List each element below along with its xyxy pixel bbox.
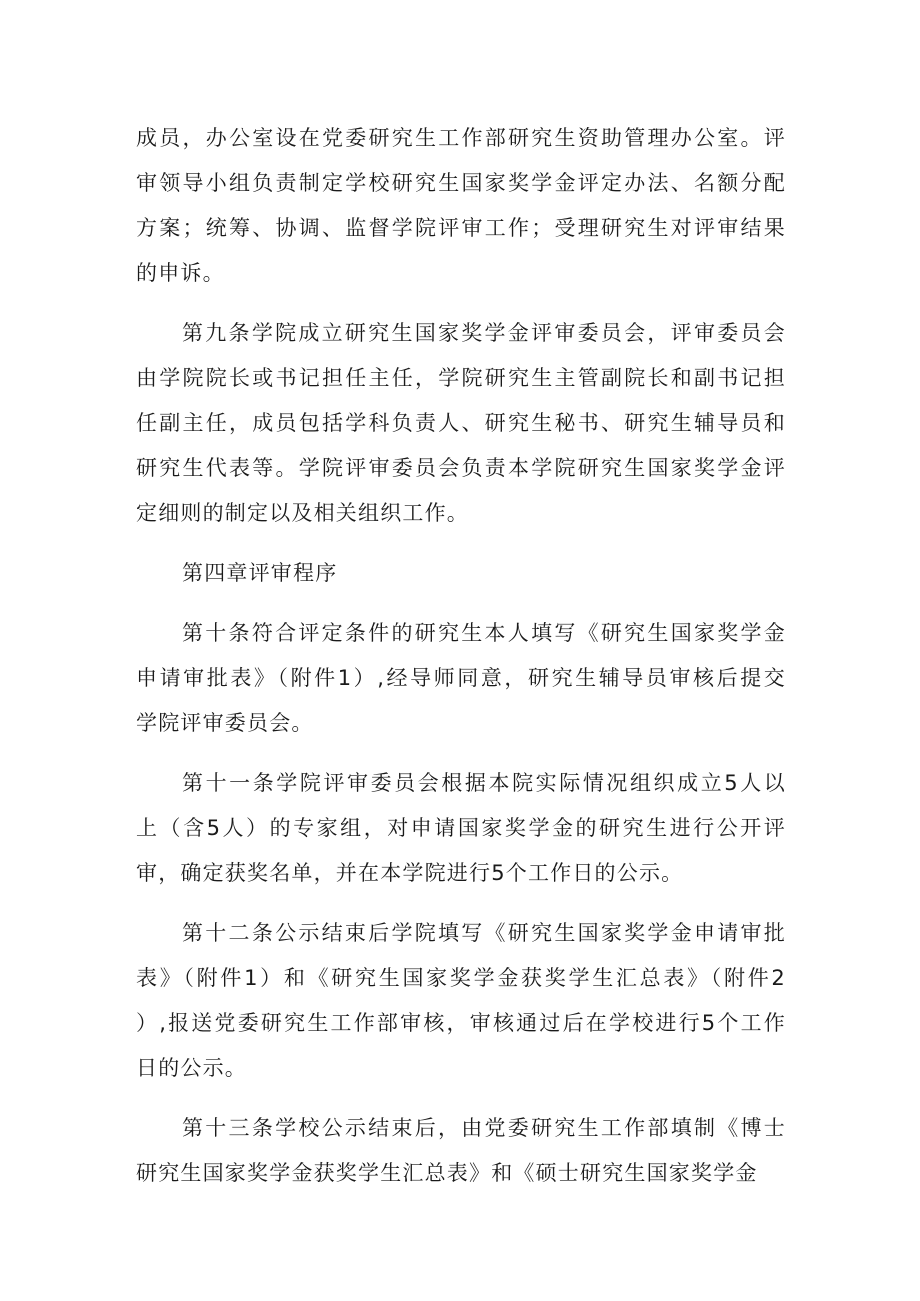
- text-line: 定细则的制定以及相关组织工作。: [136, 501, 469, 525]
- text-line: 第九条学院成立研究生国家奖学金评审委员会，评审委员会: [182, 321, 786, 345]
- paragraph: [136, 611, 786, 746]
- text-line: 学院评审委员会。: [136, 711, 314, 735]
- text-line: 上（含5人）的专家组，对申请国家奖学金的研究生进行公开评: [136, 816, 786, 840]
- text-line: 申请审批表》（附件1）,经导师同意，研究生辅导员审核后提交: [136, 666, 786, 690]
- text-line: 成员，办公室设在党委研究生工作部研究生资助管理办公室。评: [136, 126, 786, 150]
- text-line: 第十一条学院评审委员会根据本院实际情况组织成立5人以: [182, 771, 786, 795]
- text-line: 由学院院长或书记担任主任，学院研究生主管副院长和副书记担: [136, 366, 786, 390]
- document-body: [136, 116, 786, 1196]
- text-line: 第十二条公示结束后学院填写《研究生国家奖学金申请审批: [182, 921, 786, 945]
- paragraph: [136, 116, 786, 296]
- text-line: 审领导小组负责制定学校研究生国家奖学金评定办法、名额分配: [136, 171, 786, 195]
- text-line: 第十条符合评定条件的研究生本人填写《研究生国家奖学金: [182, 621, 786, 645]
- text-line: 审，确定获奖名单，并在本学院进行5个工作日的公示。: [136, 861, 684, 885]
- text-line: 的申诉。: [136, 261, 225, 285]
- text-line: 研究生代表等。学院评审委员会负责本学院研究生国家奖学金评: [136, 456, 786, 480]
- text-line: 第四章评审程序: [182, 561, 338, 585]
- text-line: 表》（附件1）和《研究生国家奖学金获奖学生汇总表》（附件2: [136, 966, 786, 990]
- text-line: 日的公示。: [136, 1056, 247, 1080]
- text-line: 研究生国家奖学金获奖学生汇总表》和《硕士研究生国家奖学金: [136, 1161, 758, 1185]
- paragraph: [136, 911, 786, 1091]
- paragraph: [136, 1106, 786, 1196]
- text-line: 第十三条学校公示结束后，由党委研究生工作部填制《博士: [182, 1116, 786, 1140]
- text-line: 方案；统筹、协调、监督学院评审工作；受理研究生对评审结果: [136, 216, 786, 240]
- paragraph: [136, 761, 786, 896]
- paragraph: [136, 311, 786, 536]
- text-line: 任副主任，成员包括学科负责人、研究生秘书、研究生辅导员和: [136, 411, 786, 435]
- paragraph: [136, 551, 786, 596]
- text-line: ）,报送党委研究生工作部审核，审核通过后在学校进行5个工作: [136, 1011, 786, 1035]
